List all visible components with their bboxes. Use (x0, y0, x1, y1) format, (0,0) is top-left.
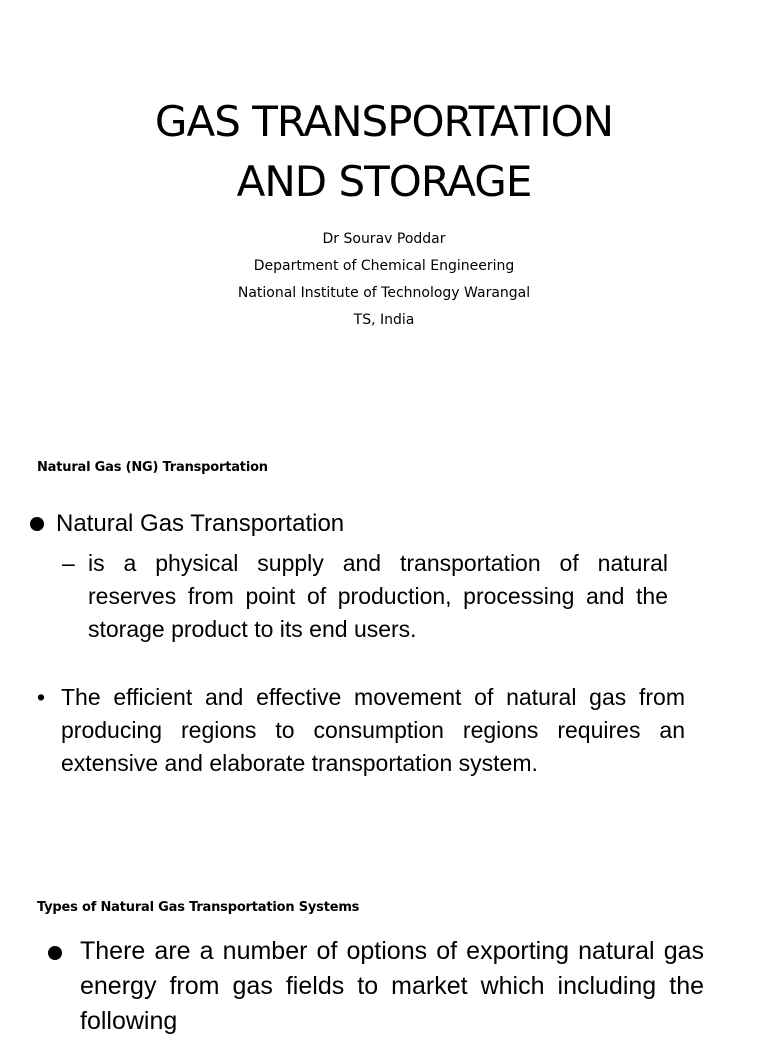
slide-heading: Natural Gas (NG) Transportation (37, 460, 268, 475)
title-slide (0, 0, 768, 420)
slide-title (0, 92, 768, 212)
slide-heading: Types of Natural Gas Transportation Systems (37, 900, 360, 915)
bullet-text: There are a number of options of exporting natural gas energy from gas fields to market which including the following (80, 937, 704, 1035)
small-bullet-icon: • (37, 684, 46, 710)
location-text: TS, India (353, 312, 415, 328)
department-name: Department of Chemical Engineering (253, 258, 515, 274)
transport-types-slide (0, 870, 768, 1035)
bullet-text: Natural Gas Transportation (56, 510, 345, 537)
bullet-text: The efficient and effective movement of natural gas from producing regions to consumption regions requires an extensive and elaborate transportation system. (61, 684, 685, 776)
ng-transportation-slide (0, 420, 768, 870)
bullet-item (48, 934, 704, 1039)
title-line-1: GAS TRANSPORTATION (154, 97, 614, 146)
bullet-dot-icon (48, 946, 62, 960)
title-line-2: AND STORAGE (236, 157, 532, 206)
author-name: Dr Sourav Poddar (322, 231, 446, 247)
bullet-dot-icon (30, 517, 44, 531)
institute-name: National Institute of Technology Warangal (237, 285, 531, 301)
sub-bullet-item (62, 547, 668, 646)
dash-marker-icon: – (62, 550, 75, 576)
author-block (0, 226, 768, 334)
sub-bullet-text: is a physical supply and transportation of natural reserves from point of production, processing and the storage product to its end users. (88, 550, 668, 642)
bullet-item (37, 681, 685, 780)
